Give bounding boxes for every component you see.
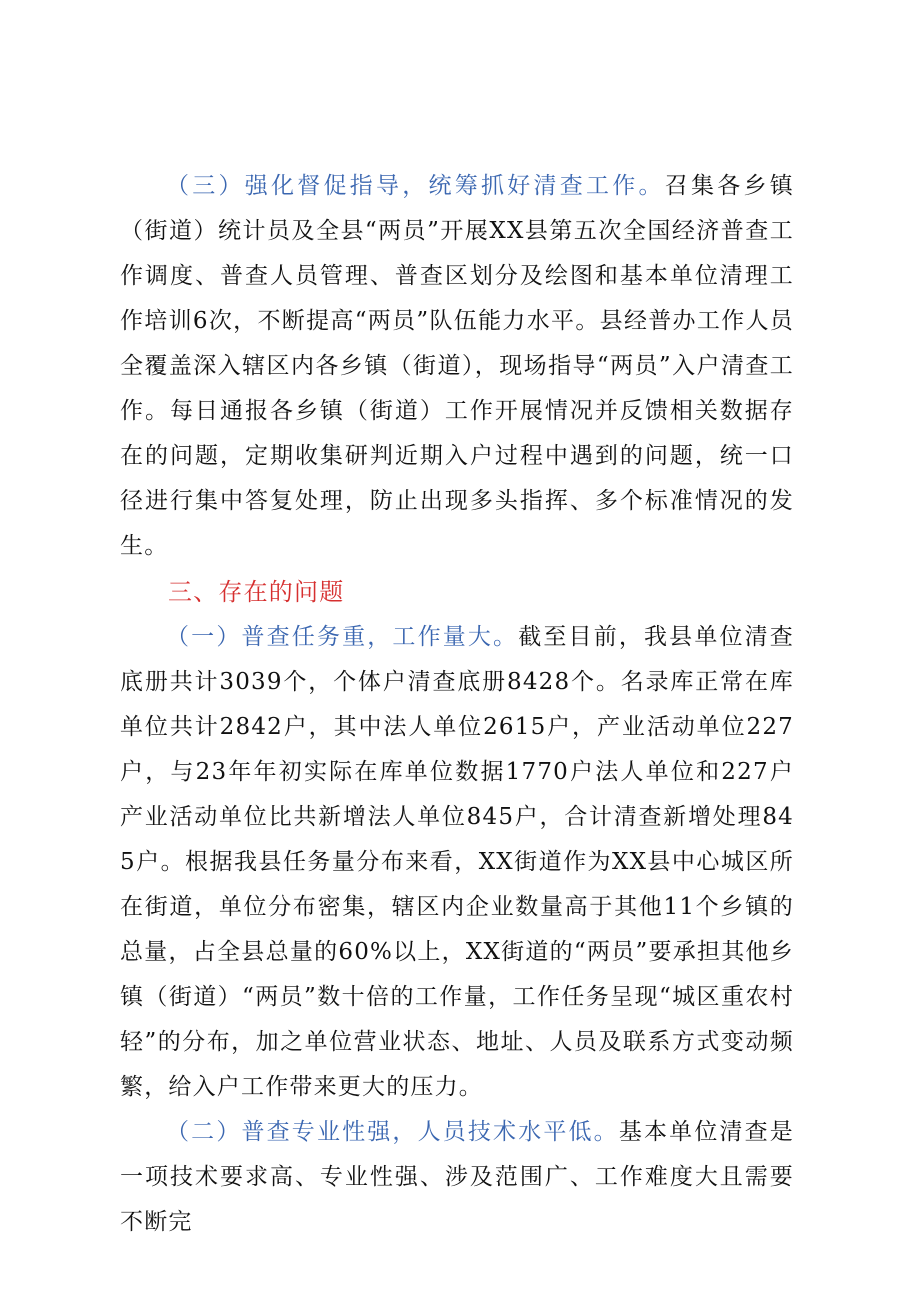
paragraph-low-technical-level xyxy=(120,1110,794,1245)
paragraph-lead: （三）强化督促指导，统筹抓好清查工作。 xyxy=(166,173,665,199)
paragraph-body: 截至目前，我县单位清查底册共计3039个，个体户清查底册8428个。名录库正常在库单位共计2842户，其中法人单位2615户，产业活动单位227户，与23年年初实际在库单位数据1770户法人单位和227户产业活动单位比共新增法人单位845户，合计清查新增处理845户。根据我县任务量分布来看，XX街道作为XX县中心城区所在街道，单位分布密集，辖区内企业数量高于其他11个乡镇的总量，占全县总量的60%以上，XX街道的“两员”要承担其他乡镇（街道）“两员”数十倍的工作量，工作任务呈现“城区重农村轻”的分布，加之单位营业状态、地址、人员及联系方式变动频繁，给入户工作带来更大的压力。 xyxy=(120,624,794,1100)
section-heading: 三、存在的问题 xyxy=(168,578,345,606)
paragraph-strengthen-supervision xyxy=(120,164,794,569)
paragraph-lead: （一）普查任务重，工作量大。 xyxy=(166,624,519,650)
paragraph-heavy-workload xyxy=(120,615,794,1110)
paragraph-body: 基本单位清查是一项技术要求高、专业性强、涉及范围广、工作难度大且需要不断完 xyxy=(120,1119,794,1235)
paragraph-lead: （二）普查专业性强，人员技术水平低。 xyxy=(166,1119,619,1145)
paragraph-body: 召集各乡镇（街道）统计员及全县“两员”开展XX县第五次全国经济普查工作调度、普查人员管理、普查区划分及绘图和基本单位清理工作培训6次，不断提高“两员”队伍能力水平。县经普办工作人员全覆盖深入辖区内各乡镇（街道），现场指导“两员”入户清查工作。每日通报各乡镇（街道）工作开展情况并反馈相关数据存在的问题，定期收集研判近期入户过程中遇到的问题，统一口径进行集中答复处理，防止出现多头指挥、多个标准情况的发生。 xyxy=(120,173,794,559)
